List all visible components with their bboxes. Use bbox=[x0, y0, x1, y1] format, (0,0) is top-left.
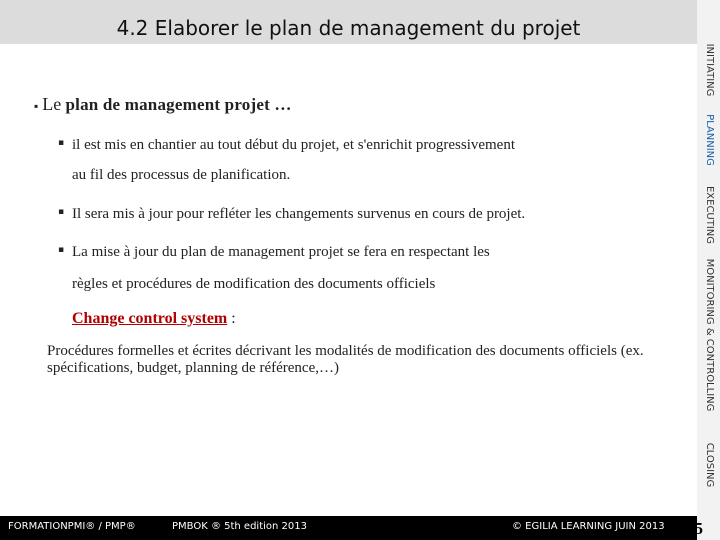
phase-initiating-label: INITIATING bbox=[703, 43, 715, 97]
phase-planning-label: PLANNING bbox=[703, 114, 715, 166]
bullet-1-line-1: il est mis en chantier au tout début du projet, et s'enrichit progressivement bbox=[72, 137, 516, 153]
heading-text: plan de management projet … bbox=[65, 95, 292, 114]
footer-left: FORMATIONPMI® / PMP® bbox=[8, 521, 136, 532]
bullet-3-line-2: règles et procédures de modification des documents officiels bbox=[72, 276, 436, 292]
footer-middle: PMBOK ® 5th edition 2013 bbox=[172, 521, 307, 532]
bullet-3-line-1: La mise à jour du plan de management projet se fera en respectant les bbox=[72, 244, 490, 260]
change-control-label: Change control system bbox=[72, 310, 228, 327]
procedures-text: Procédures formelles et écrites décrivant les modalités de modification des documents officiels (ex. spécifications, budget, planning de référence,…) bbox=[47, 343, 644, 376]
phase-initiating bbox=[697, 30, 720, 110]
change-control-suffix: : bbox=[227, 310, 236, 327]
heading-prefix: Le bbox=[42, 94, 62, 114]
phase-closing bbox=[697, 435, 720, 495]
bullet-icon: ▪ bbox=[58, 138, 65, 148]
bullet-1-line-2: au fil des processus de planification. bbox=[72, 167, 291, 183]
phase-closing-label: CLOSING bbox=[703, 442, 715, 488]
bullet-icon: ▪ bbox=[58, 245, 65, 255]
slide-title: 4.2 Elaborer le plan de management du projet bbox=[116, 16, 581, 40]
change-control-line bbox=[72, 310, 236, 328]
bullet-icon: ▪ bbox=[58, 207, 65, 217]
phase-executing-label: EXECUTING bbox=[703, 185, 715, 245]
section-heading bbox=[34, 94, 292, 115]
square-bullet-icon: ▪ bbox=[34, 99, 39, 113]
bullet-2-line-1: Il sera mis à jour pour refléter les changements survenus en cours de projet. bbox=[72, 206, 526, 222]
phase-monitoring-controlling bbox=[697, 250, 720, 420]
phase-executing bbox=[697, 180, 720, 250]
phase-planning bbox=[697, 105, 720, 175]
footer-right: © EGILIA LEARNING JUIN 2013 bbox=[512, 521, 665, 532]
phase-monitoring-label: MONITORING & CONTROLLING bbox=[703, 258, 715, 412]
page-number: 65 bbox=[686, 519, 703, 538]
